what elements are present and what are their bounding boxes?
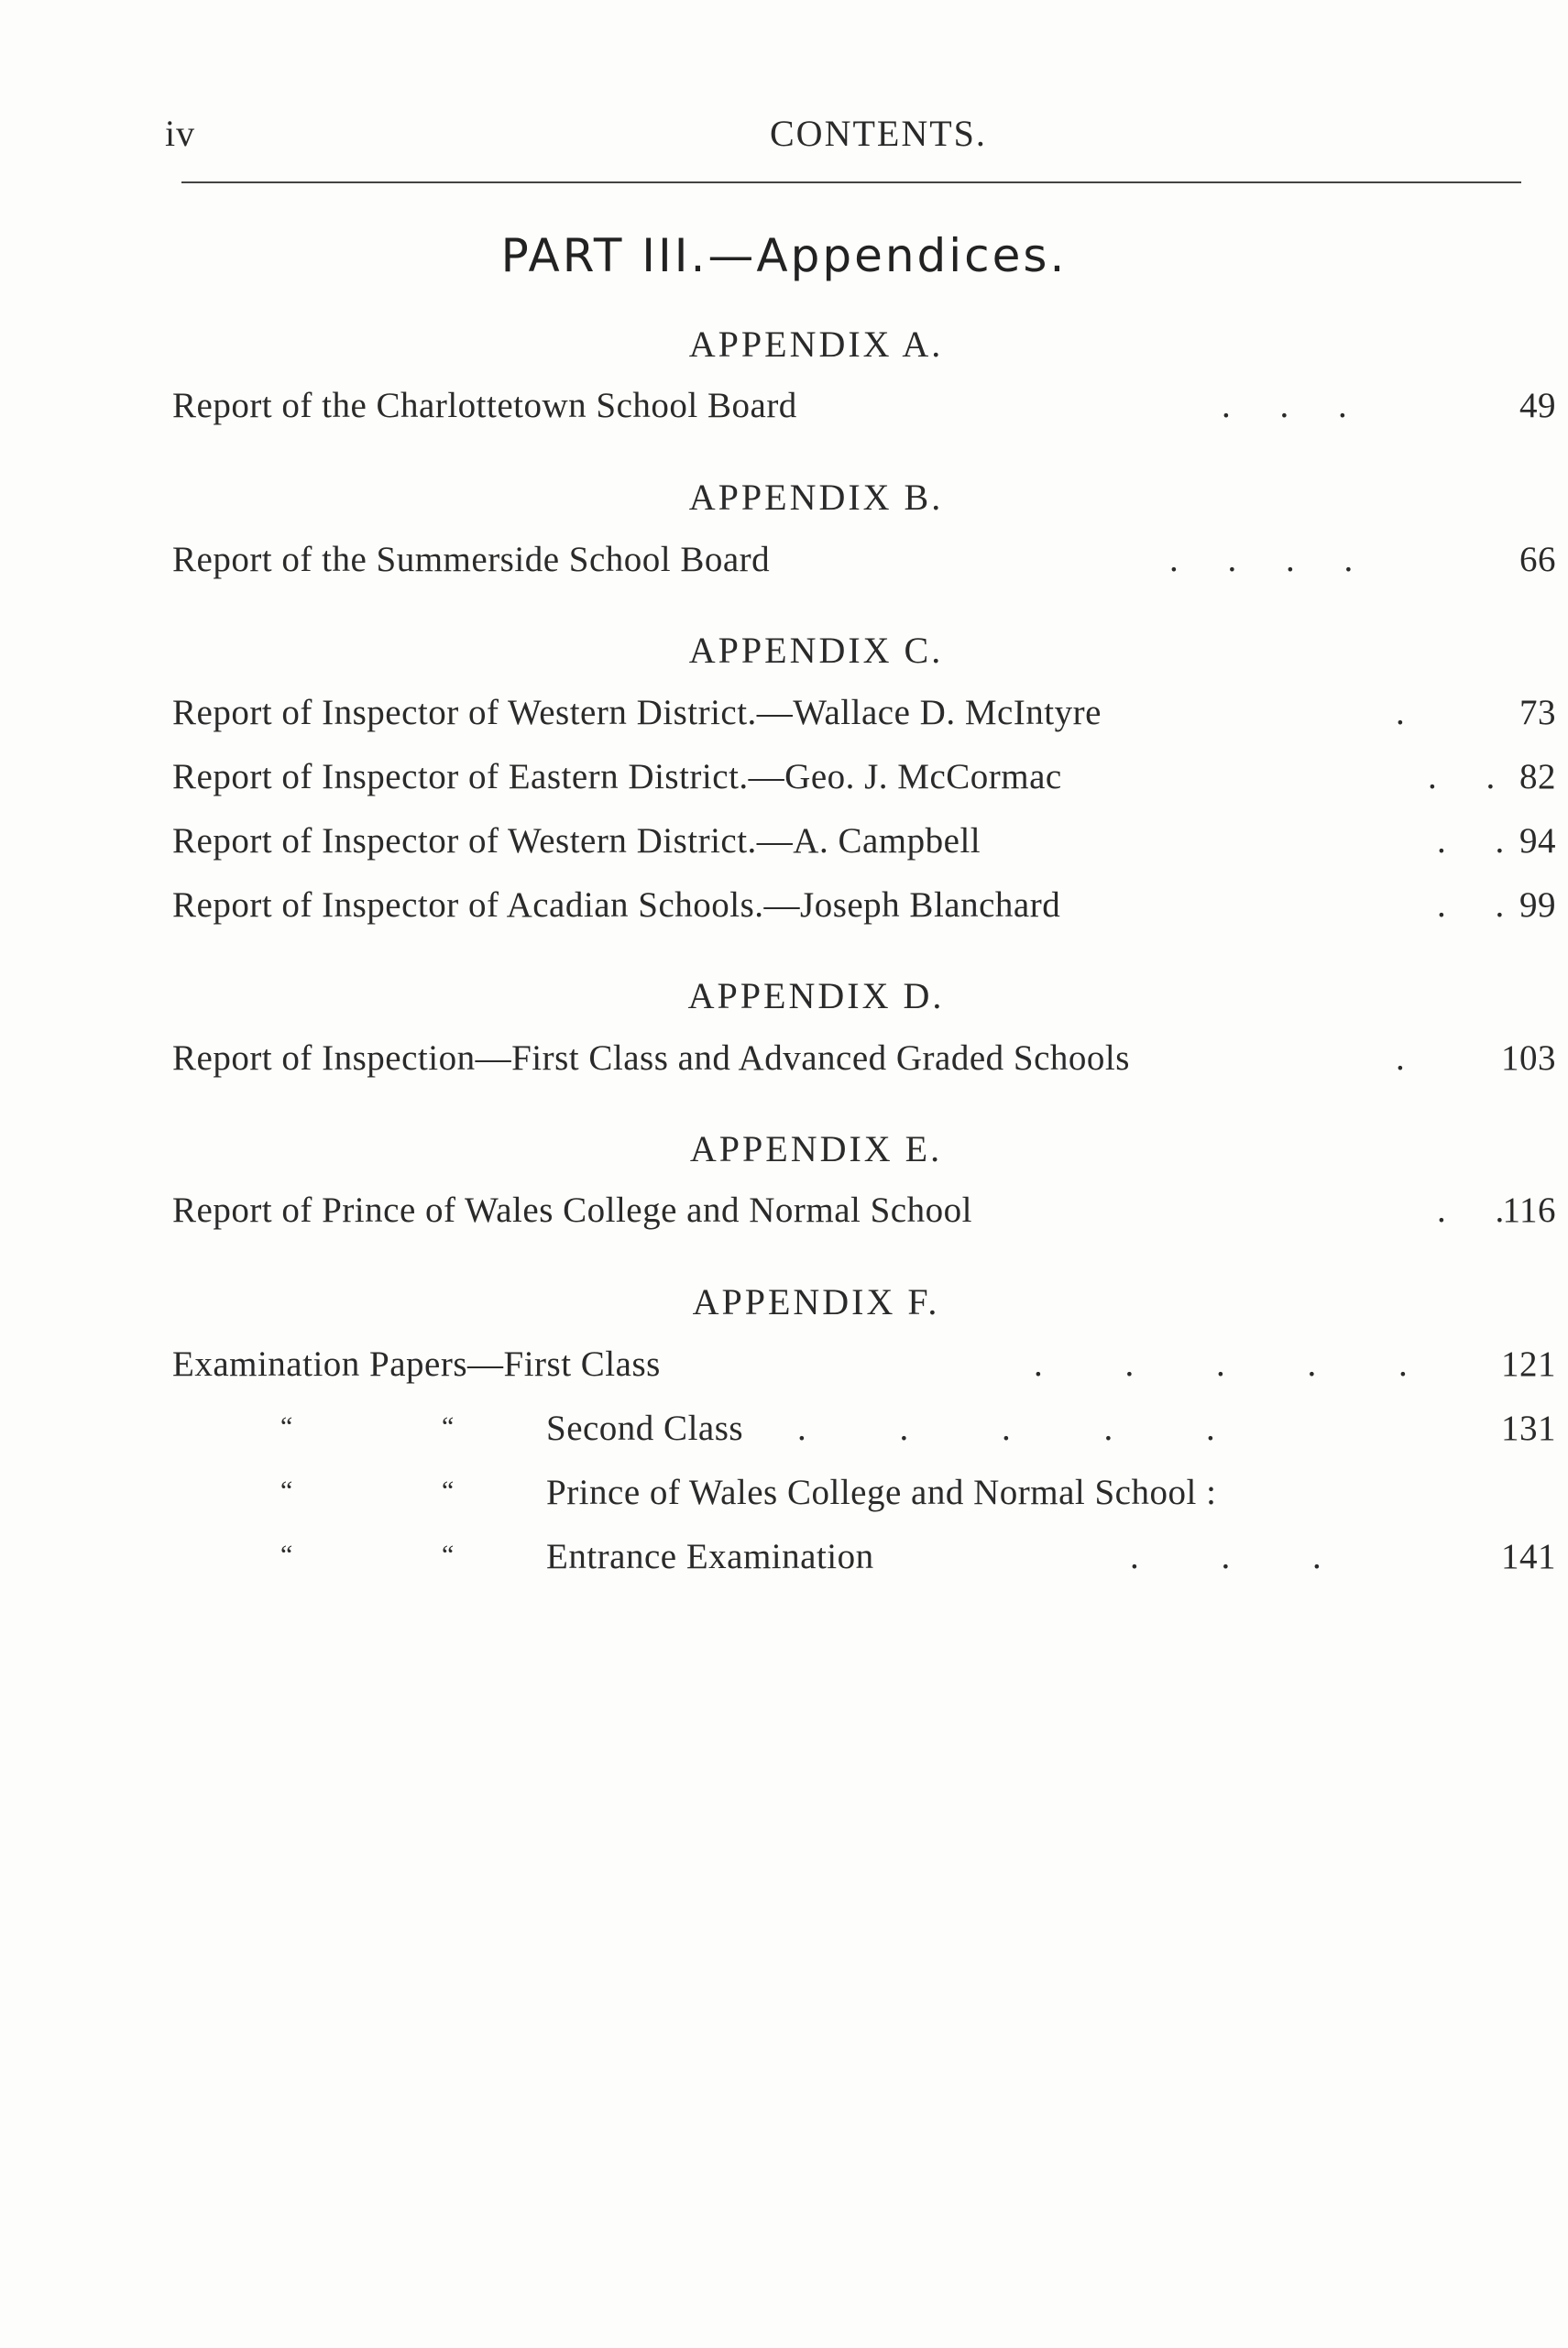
toc-entry[interactable]	[172, 820, 1556, 866]
ditto-mark: “	[442, 1476, 455, 1506]
toc-entry[interactable]	[172, 1344, 1556, 1389]
leader-dots: .	[1396, 693, 1405, 732]
entry-title: Report of the Charlottetown School Board	[172, 386, 797, 425]
entry-page-number: 116	[1502, 1190, 1556, 1230]
entry-page-number: 103	[1501, 1038, 1556, 1078]
leader-dots: . .	[1437, 821, 1505, 861]
running-title: CONTENTS.	[770, 113, 987, 154]
entry-page-number: 73	[1519, 693, 1556, 732]
entry-title: Report of Inspector of Western District.—A. Campbell	[172, 821, 981, 861]
leader-dots: . .	[1437, 1190, 1505, 1230]
entry-title: Prince of Wales College and Normal School :	[546, 1473, 1217, 1512]
page-number: iv	[165, 113, 196, 154]
leader-dots: .	[1396, 1038, 1405, 1078]
leader-dots: . . . . .	[797, 1409, 1215, 1448]
ditto-mark: “	[280, 1476, 293, 1506]
leader-dots: . . .	[1130, 1537, 1321, 1576]
entry-page-number: 121	[1501, 1344, 1556, 1384]
leader-dots: . . .	[1222, 386, 1347, 425]
entry-title: Entrance Examination	[546, 1537, 874, 1576]
leader-dots: . .	[1428, 757, 1496, 796]
toc-entry[interactable]	[172, 539, 1556, 585]
entry-page-number: 94	[1519, 821, 1556, 861]
entry-page-number: 131	[1501, 1409, 1556, 1448]
appendix-a-heading: APPENDIX A.	[688, 324, 944, 365]
leader-dots: . . . .	[1169, 540, 1354, 579]
toc-entry[interactable]	[172, 385, 1556, 431]
toc-entry[interactable]	[172, 692, 1556, 738]
toc-entry[interactable]	[172, 884, 1556, 930]
ditto-mark: “	[442, 1411, 455, 1442]
entry-page-number: 99	[1519, 885, 1556, 925]
entry-title: Report of Prince of Wales College and Normal School	[172, 1190, 972, 1230]
ditto-mark: “	[280, 1540, 293, 1570]
entry-title: Examination Papers—First Class	[172, 1344, 661, 1384]
entry-page-number: 49	[1519, 386, 1556, 425]
appendix-b-heading: APPENDIX B.	[688, 477, 944, 518]
toc-entry[interactable]	[172, 1037, 1556, 1083]
entry-page-number: 141	[1501, 1537, 1556, 1576]
ditto-mark: “	[442, 1540, 455, 1570]
toc-entry[interactable]	[172, 756, 1556, 802]
toc-entry[interactable]	[172, 1536, 1556, 1582]
entry-title: Report of Inspection—First Class and Advanced Graded Schools	[172, 1038, 1130, 1078]
entry-title: Second Class	[546, 1409, 744, 1448]
toc-entry[interactable]	[172, 1408, 1556, 1454]
leader-dots: . .	[1437, 885, 1505, 925]
leader-dots: . . . . .	[1034, 1344, 1408, 1384]
entry-page-number: 66	[1519, 540, 1556, 579]
appendix-f-heading: APPENDIX F.	[692, 1281, 940, 1322]
entry-title: Report of Inspector of Eastern District.—Geo. J. McCormac	[172, 757, 1062, 796]
appendix-d-heading: APPENDIX D.	[687, 975, 945, 1016]
appendix-c-heading: APPENDIX C.	[688, 630, 944, 671]
entry-title: Report of Inspector of Western District.—Wallace D. McIntyre	[172, 693, 1102, 732]
entry-title: Report of the Summerside School Board	[172, 540, 771, 579]
toc-entry[interactable]	[172, 1190, 1556, 1235]
entry-page-number: 82	[1519, 757, 1556, 796]
appendix-e-heading: APPENDIX E.	[689, 1128, 943, 1169]
toc-entry[interactable]	[172, 1472, 1556, 1518]
part-title: PART III.—Appendices.	[500, 229, 1068, 282]
header-rule	[181, 181, 1521, 183]
ditto-mark: “	[280, 1411, 293, 1442]
entry-title: Report of Inspector of Acadian Schools.—Joseph Blanchard	[172, 885, 1061, 925]
